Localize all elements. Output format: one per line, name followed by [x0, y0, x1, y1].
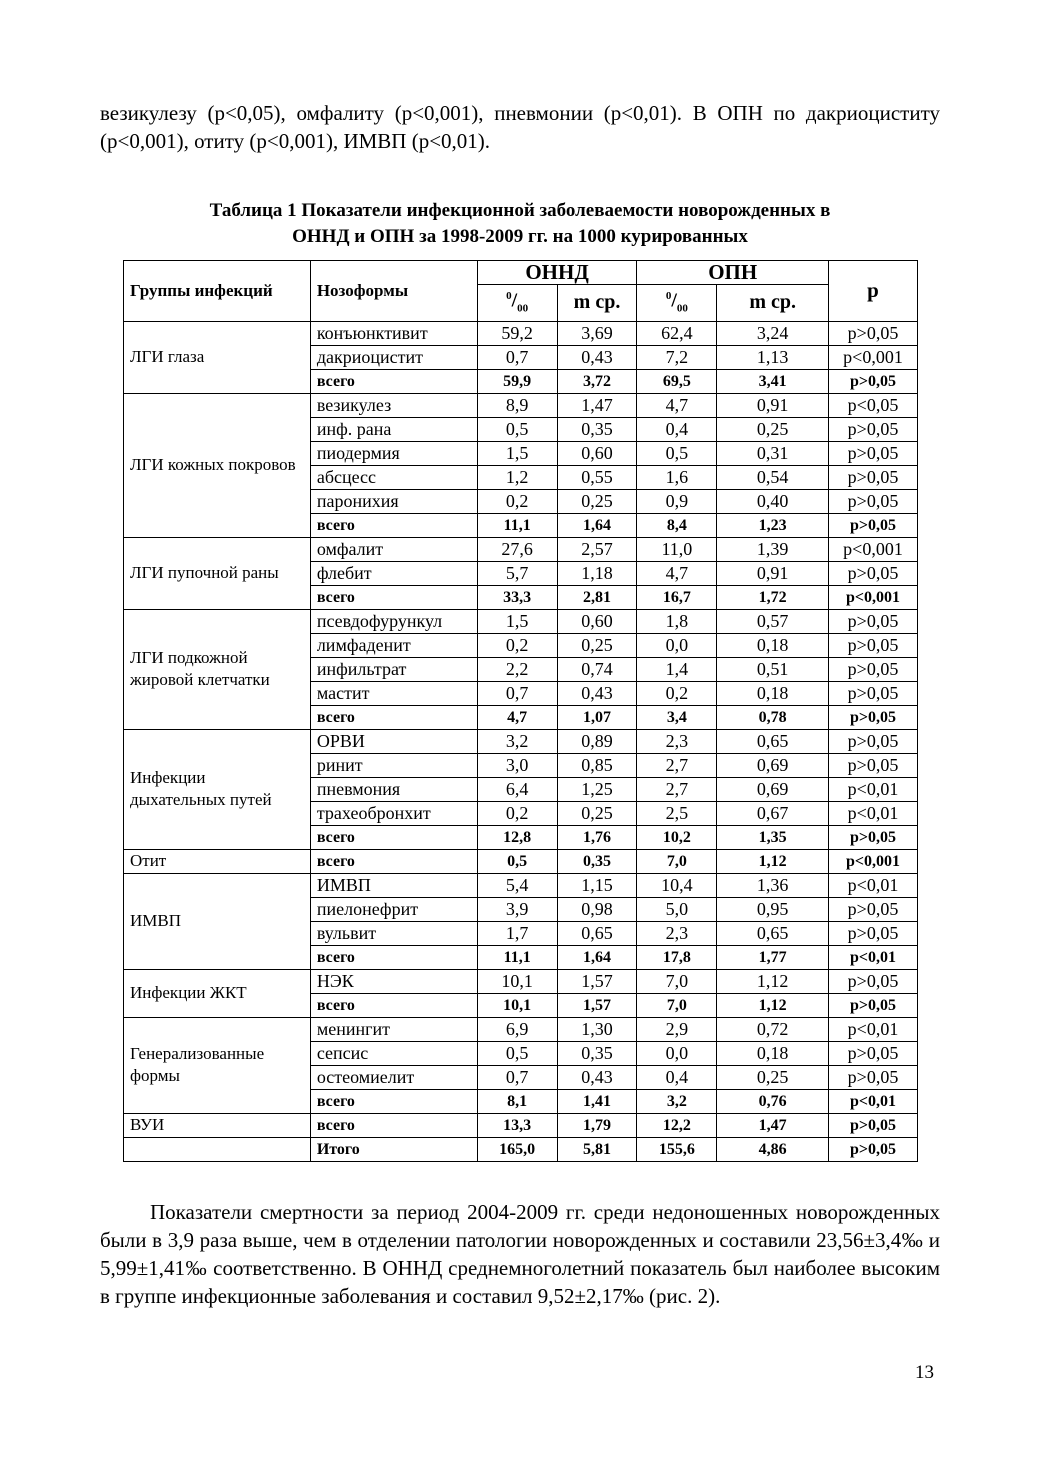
nosoform-cell: ринит — [310, 753, 477, 777]
opn-m-sr-cell: 0,54 — [717, 465, 829, 489]
onnd-per-mille-cell: 0,7 — [477, 345, 557, 369]
header-onnd: ОННД — [477, 261, 637, 285]
onnd-per-mille-cell: 8,1 — [477, 1089, 557, 1113]
p-value-cell: p>0,05 — [829, 969, 918, 993]
nosoform-cell: Итого — [310, 1137, 477, 1161]
nosoform-cell: всего — [310, 585, 477, 609]
nosoform-cell: лимфаденит — [310, 633, 477, 657]
onnd-per-mille-cell: 33,3 — [477, 585, 557, 609]
p-value-cell: p>0,05 — [829, 513, 918, 537]
table-row — [124, 969, 918, 993]
p-value-cell: p>0,05 — [829, 921, 918, 945]
p-value-cell: p>0,05 — [829, 489, 918, 513]
nosoform-cell: пиелонефрит — [310, 897, 477, 921]
onnd-m-sr-cell: 0,43 — [557, 681, 637, 705]
opn-m-sr-cell: 1,39 — [717, 537, 829, 561]
page-number: 13 — [915, 1362, 934, 1383]
onnd-m-sr-cell: 0,55 — [557, 465, 637, 489]
onnd-m-sr-cell: 0,25 — [557, 801, 637, 825]
nosoform-cell: мастит — [310, 681, 477, 705]
table-row — [124, 393, 918, 417]
opn-per-mille-cell: 7,0 — [637, 849, 717, 873]
opn-per-mille-cell: 0,0 — [637, 1041, 717, 1065]
nosoform-cell: дакриоцистит — [310, 345, 477, 369]
nosoform-cell: псевдофурункул — [310, 609, 477, 633]
header-onnd-m-sr: m ср. — [557, 285, 637, 322]
table-row — [124, 537, 918, 561]
group-name-cell: ЛГИ подкожной жировой клетчатки — [124, 609, 311, 729]
onnd-per-mille-cell: 59,2 — [477, 321, 557, 345]
opn-m-sr-cell: 1,12 — [717, 849, 829, 873]
p-value-cell: p<0,01 — [829, 777, 918, 801]
p-value-cell: p<0,01 — [829, 873, 918, 897]
table-row — [124, 873, 918, 897]
onnd-per-mille-cell: 27,6 — [477, 537, 557, 561]
onnd-per-mille-cell: 6,4 — [477, 777, 557, 801]
onnd-m-sr-cell: 0,35 — [557, 1041, 637, 1065]
opn-per-mille-cell: 5,0 — [637, 897, 717, 921]
opn-per-mille-cell: 4,7 — [637, 561, 717, 585]
opn-m-sr-cell: 1,35 — [717, 825, 829, 849]
opn-m-sr-cell: 0,18 — [717, 681, 829, 705]
table-row — [124, 729, 918, 753]
onnd-per-mille-cell: 11,1 — [477, 945, 557, 969]
onnd-m-sr-cell: 1,18 — [557, 561, 637, 585]
onnd-per-mille-cell: 3,9 — [477, 897, 557, 921]
nosoform-cell: всего — [310, 993, 477, 1017]
onnd-m-sr-cell: 1,79 — [557, 1113, 637, 1137]
onnd-m-sr-cell: 0,74 — [557, 657, 637, 681]
onnd-per-mille-cell: 0,2 — [477, 801, 557, 825]
onnd-per-mille-cell: 4,7 — [477, 705, 557, 729]
opn-per-mille-cell: 7,0 — [637, 969, 717, 993]
header-nosoforms: Нозоформы — [310, 261, 477, 322]
p-value-cell: p>0,05 — [829, 465, 918, 489]
onnd-per-mille-cell: 0,2 — [477, 633, 557, 657]
onnd-m-sr-cell: 0,25 — [557, 489, 637, 513]
nosoform-cell: ОРВИ — [310, 729, 477, 753]
onnd-m-sr-cell: 0,43 — [557, 1065, 637, 1089]
opn-m-sr-cell: 0,57 — [717, 609, 829, 633]
onnd-per-mille-cell: 0,5 — [477, 1041, 557, 1065]
nosoform-cell: пиодермия — [310, 441, 477, 465]
table-row — [124, 609, 918, 633]
opn-m-sr-cell: 1,77 — [717, 945, 829, 969]
table-row — [124, 1113, 918, 1137]
onnd-m-sr-cell: 0,35 — [557, 849, 637, 873]
nosoform-cell: абсцесс — [310, 465, 477, 489]
table-header-row-1 — [124, 261, 918, 285]
opn-per-mille-cell: 3,2 — [637, 1089, 717, 1113]
opn-per-mille-cell: 10,2 — [637, 825, 717, 849]
group-name-cell: Инфекции ЖКТ — [124, 969, 311, 1017]
opn-m-sr-cell: 4,86 — [717, 1137, 829, 1161]
onnd-m-sr-cell: 3,72 — [557, 369, 637, 393]
opn-per-mille-cell: 1,8 — [637, 609, 717, 633]
onnd-per-mille-cell: 5,4 — [477, 873, 557, 897]
opn-m-sr-cell: 0,25 — [717, 1065, 829, 1089]
p-value-cell: p>0,05 — [829, 753, 918, 777]
p-value-cell: p>0,05 — [829, 681, 918, 705]
group-name-cell — [124, 1137, 311, 1161]
onnd-per-mille-cell: 0,5 — [477, 849, 557, 873]
onnd-per-mille-cell: 3,2 — [477, 729, 557, 753]
opn-per-mille-cell: 0,9 — [637, 489, 717, 513]
nosoform-cell: всего — [310, 849, 477, 873]
onnd-m-sr-cell: 5,81 — [557, 1137, 637, 1161]
table-row — [124, 849, 918, 873]
opn-m-sr-cell: 3,41 — [717, 369, 829, 393]
onnd-m-sr-cell: 1,41 — [557, 1089, 637, 1113]
onnd-per-mille-cell: 1,7 — [477, 921, 557, 945]
opn-per-mille-cell: 0,4 — [637, 417, 717, 441]
onnd-m-sr-cell: 1,57 — [557, 969, 637, 993]
onnd-per-mille-cell: 3,0 — [477, 753, 557, 777]
opn-per-mille-cell: 12,2 — [637, 1113, 717, 1137]
opn-per-mille-cell: 2,9 — [637, 1017, 717, 1041]
onnd-per-mille-cell: 1,5 — [477, 441, 557, 465]
opn-m-sr-cell: 1,23 — [717, 513, 829, 537]
opn-m-sr-cell: 0,25 — [717, 417, 829, 441]
nosoform-cell: всего — [310, 1089, 477, 1113]
table-body — [124, 321, 918, 1161]
header-p: р — [829, 261, 918, 322]
onnd-per-mille-cell: 10,1 — [477, 993, 557, 1017]
infection-table — [123, 260, 918, 1162]
opn-m-sr-cell: 0,18 — [717, 1041, 829, 1065]
opn-per-mille-cell: 1,4 — [637, 657, 717, 681]
p-value-cell: p>0,05 — [829, 657, 918, 681]
p-value-cell: p>0,05 — [829, 561, 918, 585]
opn-m-sr-cell: 0,18 — [717, 633, 829, 657]
p-value-cell: p<0,01 — [829, 1089, 918, 1113]
opn-per-mille-cell: 2,3 — [637, 729, 717, 753]
onnd-per-mille-cell: 1,2 — [477, 465, 557, 489]
header-opn: ОПН — [637, 261, 829, 285]
onnd-m-sr-cell: 1,07 — [557, 705, 637, 729]
p-value-cell: p>0,05 — [829, 321, 918, 345]
nosoform-cell: везикулез — [310, 393, 477, 417]
opn-m-sr-cell: 1,12 — [717, 969, 829, 993]
opn-m-sr-cell: 1,36 — [717, 873, 829, 897]
onnd-per-mille-cell: 8,9 — [477, 393, 557, 417]
opn-per-mille-cell: 62,4 — [637, 321, 717, 345]
group-name-cell: Инфекции дыхательных путей — [124, 729, 311, 849]
p-value-cell: p>0,05 — [829, 441, 918, 465]
nosoform-cell: конъюнктивит — [310, 321, 477, 345]
nosoform-cell: флебит — [310, 561, 477, 585]
per-mille-den: 00 — [517, 302, 529, 315]
opn-per-mille-cell: 11,0 — [637, 537, 717, 561]
onnd-per-mille-cell: 13,3 — [477, 1113, 557, 1137]
nosoform-cell: менингит — [310, 1017, 477, 1041]
opn-m-sr-cell: 1,12 — [717, 993, 829, 1017]
opn-per-mille-cell: 0,4 — [637, 1065, 717, 1089]
onnd-m-sr-cell: 1,64 — [557, 513, 637, 537]
onnd-m-sr-cell: 0,65 — [557, 921, 637, 945]
p-value-cell: p<0,05 — [829, 393, 918, 417]
p-value-cell: p<0,001 — [829, 849, 918, 873]
opn-per-mille-cell: 17,8 — [637, 945, 717, 969]
group-name-cell: Отит — [124, 849, 311, 873]
nosoform-cell: остеомиелит — [310, 1065, 477, 1089]
onnd-per-mille-cell: 59,9 — [477, 369, 557, 393]
nosoform-cell: всего — [310, 1113, 477, 1137]
onnd-m-sr-cell: 1,15 — [557, 873, 637, 897]
group-name-cell: ЛГИ глаза — [124, 321, 311, 393]
group-name-cell: ЛГИ пупочной раны — [124, 537, 311, 609]
intro-paragraph: везикулезу (р<0,05), омфалиту (р<0,001), пневмонии (р<0,01). В ОПН по дакриоциститу (р<0,001), отиту (р<0,001), ИМВП (р<0,01). — [100, 101, 940, 153]
opn-m-sr-cell: 0,67 — [717, 801, 829, 825]
p-value-cell: p<0,01 — [829, 945, 918, 969]
onnd-m-sr-cell: 0,25 — [557, 633, 637, 657]
onnd-per-mille-cell: 0,5 — [477, 417, 557, 441]
onnd-m-sr-cell: 0,60 — [557, 609, 637, 633]
p-value-cell: p>0,05 — [829, 729, 918, 753]
opn-per-mille-cell: 4,7 — [637, 393, 717, 417]
onnd-m-sr-cell: 1,57 — [557, 993, 637, 1017]
opn-m-sr-cell: 1,47 — [717, 1113, 829, 1137]
p-value-cell: p>0,05 — [829, 609, 918, 633]
onnd-per-mille-cell: 6,9 — [477, 1017, 557, 1041]
group-name-cell: Генерализованные формы — [124, 1017, 311, 1113]
onnd-per-mille-cell: 10,1 — [477, 969, 557, 993]
opn-per-mille-cell: 2,3 — [637, 921, 717, 945]
table-caption-line-2: ОННД и ОПН за 1998-2009 гг. на 1000 курированных — [292, 226, 748, 247]
opn-m-sr-cell: 0,95 — [717, 897, 829, 921]
onnd-m-sr-cell: 2,57 — [557, 537, 637, 561]
onnd-m-sr-cell: 0,60 — [557, 441, 637, 465]
opn-per-mille-cell: 7,0 — [637, 993, 717, 1017]
header-opn-per-mille: $^0/_{00}$ — [637, 285, 717, 322]
onnd-m-sr-cell: 0,85 — [557, 753, 637, 777]
opn-per-mille-cell: 2,5 — [637, 801, 717, 825]
nosoform-cell: всего — [310, 825, 477, 849]
opn-m-sr-cell: 0,51 — [717, 657, 829, 681]
nosoform-cell: омфалит — [310, 537, 477, 561]
p-value-cell: p<0,01 — [829, 801, 918, 825]
table-caption-line-1: Таблица 1 Показатели инфекционной заболеваемости новорожденных в — [209, 200, 831, 221]
opn-m-sr-cell: 0,31 — [717, 441, 829, 465]
p-value-cell: p<0,001 — [829, 585, 918, 609]
per-mille-num: 0 — [665, 290, 672, 302]
opn-m-sr-cell: 0,69 — [717, 753, 829, 777]
nosoform-cell: инфильтрат — [310, 657, 477, 681]
onnd-m-sr-cell: 1,25 — [557, 777, 637, 801]
opn-m-sr-cell: 0,65 — [717, 921, 829, 945]
onnd-per-mille-cell: 1,5 — [477, 609, 557, 633]
opn-per-mille-cell: 3,4 — [637, 705, 717, 729]
nosoform-cell: всего — [310, 513, 477, 537]
nosoform-cell: всего — [310, 945, 477, 969]
opn-m-sr-cell: 0,65 — [717, 729, 829, 753]
onnd-m-sr-cell: 1,30 — [557, 1017, 637, 1041]
nosoform-cell: всего — [310, 369, 477, 393]
onnd-m-sr-cell: 1,64 — [557, 945, 637, 969]
group-name-cell: ЛГИ кожных покровов — [124, 393, 311, 537]
onnd-per-mille-cell: 5,7 — [477, 561, 557, 585]
opn-m-sr-cell: 3,24 — [717, 321, 829, 345]
nosoform-cell: пневмония — [310, 777, 477, 801]
opn-per-mille-cell: 0,5 — [637, 441, 717, 465]
header-opn-m-sr: m ср. — [717, 285, 829, 322]
opn-per-mille-cell: 2,7 — [637, 753, 717, 777]
nosoform-cell: инф. рана — [310, 417, 477, 441]
onnd-per-mille-cell: 11,1 — [477, 513, 557, 537]
p-value-cell: p>0,05 — [829, 633, 918, 657]
opn-per-mille-cell: 10,4 — [637, 873, 717, 897]
group-name-cell: ВУИ — [124, 1113, 311, 1137]
onnd-m-sr-cell: 1,76 — [557, 825, 637, 849]
onnd-m-sr-cell: 2,81 — [557, 585, 637, 609]
p-value-cell: p>0,05 — [829, 993, 918, 1017]
per-mille-num: 0 — [506, 290, 512, 302]
opn-m-sr-cell: 1,72 — [717, 585, 829, 609]
p-value-cell: p>0,05 — [829, 1065, 918, 1089]
onnd-m-sr-cell: 0,35 — [557, 417, 637, 441]
onnd-m-sr-cell: 0,89 — [557, 729, 637, 753]
onnd-per-mille-cell: 0,7 — [477, 681, 557, 705]
p-value-cell: p>0,05 — [829, 417, 918, 441]
nosoform-cell: ИМВП — [310, 873, 477, 897]
p-value-cell: p>0,05 — [829, 1137, 918, 1161]
onnd-per-mille-cell: 2,2 — [477, 657, 557, 681]
opn-per-mille-cell: 2,7 — [637, 777, 717, 801]
nosoform-cell: сепсис — [310, 1041, 477, 1065]
opn-m-sr-cell: 1,13 — [717, 345, 829, 369]
opn-m-sr-cell: 0,78 — [717, 705, 829, 729]
opn-per-mille-cell: 7,2 — [637, 345, 717, 369]
per-mille-den: 00 — [676, 302, 688, 315]
onnd-m-sr-cell: 0,43 — [557, 345, 637, 369]
opn-m-sr-cell: 0,91 — [717, 561, 829, 585]
nosoform-cell: всего — [310, 705, 477, 729]
onnd-m-sr-cell: 1,47 — [557, 393, 637, 417]
opn-per-mille-cell: 155,6 — [637, 1137, 717, 1161]
onnd-m-sr-cell: 0,98 — [557, 897, 637, 921]
table-row — [124, 1017, 918, 1041]
table-row — [124, 1137, 918, 1161]
opn-per-mille-cell: 0,0 — [637, 633, 717, 657]
p-value-cell: p<0,001 — [829, 345, 918, 369]
onnd-m-sr-cell: 3,69 — [557, 321, 637, 345]
nosoform-cell: НЭК — [310, 969, 477, 993]
opn-per-mille-cell: 69,5 — [637, 369, 717, 393]
opn-m-sr-cell: 0,40 — [717, 489, 829, 513]
opn-per-mille-cell: 16,7 — [637, 585, 717, 609]
header-onnd-per-mille: $^0/_{00}$ — [477, 285, 557, 322]
opn-per-mille-cell: 8,4 — [637, 513, 717, 537]
p-value-cell: p>0,05 — [829, 1041, 918, 1065]
p-value-cell: p>0,05 — [829, 369, 918, 393]
table-caption — [100, 198, 940, 250]
p-value-cell: p>0,05 — [829, 897, 918, 921]
onnd-per-mille-cell: 165,0 — [477, 1137, 557, 1161]
header-groups: Группы инфекций — [124, 261, 311, 322]
onnd-per-mille-cell: 0,7 — [477, 1065, 557, 1089]
opn-per-mille-cell: 0,2 — [637, 681, 717, 705]
p-value-cell: p<0,001 — [829, 537, 918, 561]
group-name-cell: ИМВП — [124, 873, 311, 969]
opn-m-sr-cell: 0,69 — [717, 777, 829, 801]
p-value-cell: p>0,05 — [829, 825, 918, 849]
onnd-per-mille-cell: 0,2 — [477, 489, 557, 513]
opn-m-sr-cell: 0,76 — [717, 1089, 829, 1113]
closing-paragraph: Показатели смертности за период 2004-2009 гг. среди недоношенных новорожденных были в 3,9 раза выше, чем в отделении патологии новорожденных и составили 23,56±3,4‰ и 5,99±1,41‰ соответственно. В ОННД среднемноголетний показатель был наиболее высоким в группе инфекционные заболевания и составил 9,52±2,17‰ (рис. 2). — [100, 1200, 940, 1308]
onnd-per-mille-cell: 12,8 — [477, 825, 557, 849]
table-row — [124, 321, 918, 345]
opn-m-sr-cell: 0,91 — [717, 393, 829, 417]
p-value-cell: p>0,05 — [829, 1113, 918, 1137]
nosoform-cell: паронихия — [310, 489, 477, 513]
p-value-cell: p>0,05 — [829, 705, 918, 729]
nosoform-cell: вульвит — [310, 921, 477, 945]
p-value-cell: p<0,01 — [829, 1017, 918, 1041]
nosoform-cell: трахеобронхит — [310, 801, 477, 825]
opn-per-mille-cell: 1,6 — [637, 465, 717, 489]
opn-m-sr-cell: 0,72 — [717, 1017, 829, 1041]
